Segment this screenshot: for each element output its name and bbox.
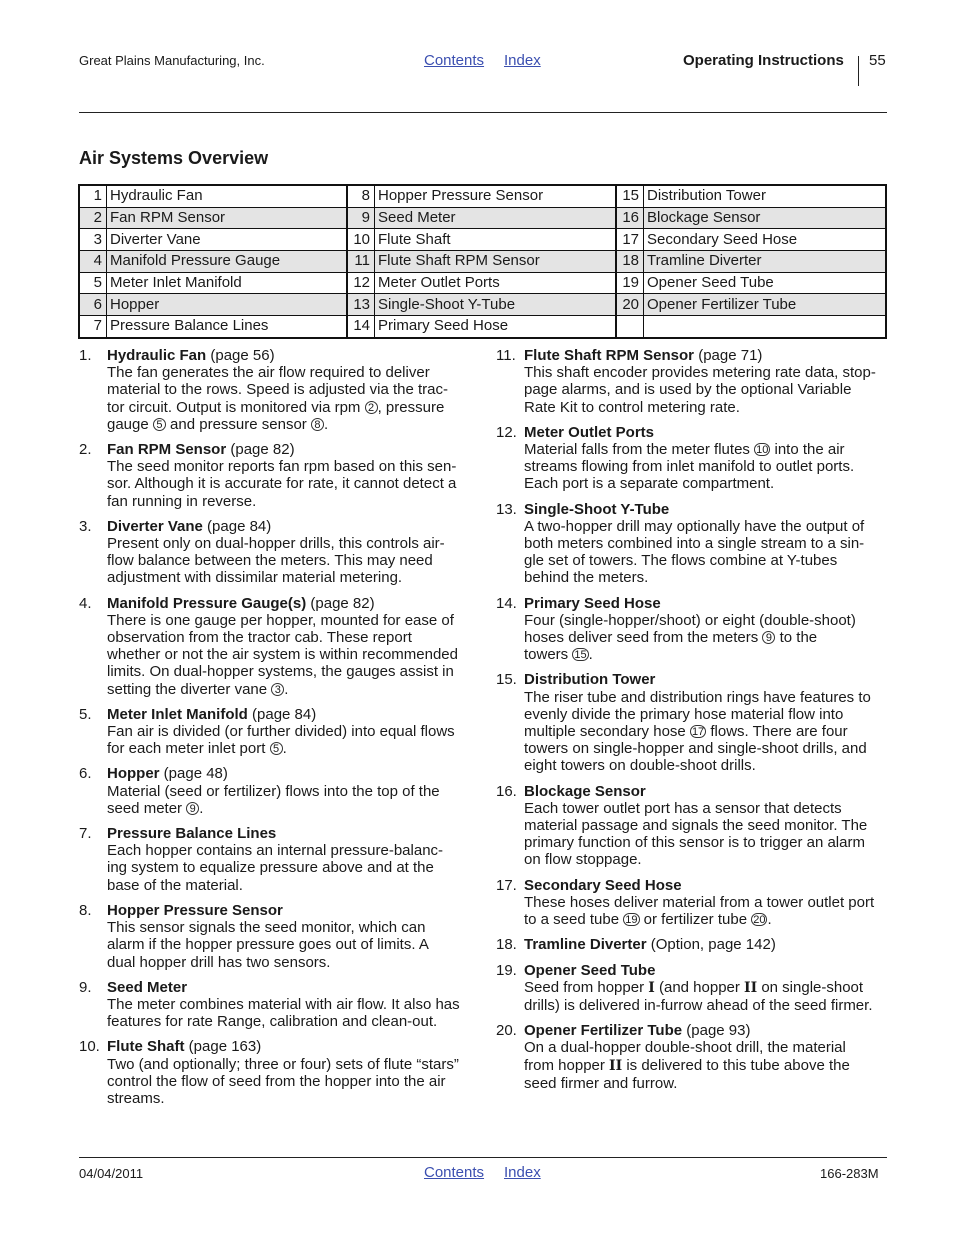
item-body-line: Fan air is divided (or further divided) into equal flows xyxy=(107,723,455,741)
parts-table-row xyxy=(79,229,886,251)
header-rule xyxy=(79,112,887,113)
item-body-line: gauge 5 and pressure sensor 8 . xyxy=(107,415,329,433)
item-body-line: seed firmer and furrow. xyxy=(524,1074,678,1092)
part-label: Tramline Diverter xyxy=(644,251,887,273)
part-label: Hopper xyxy=(107,294,348,316)
item-body-line: to a seed tube 19 or fertilizer tube 20 . xyxy=(524,911,772,929)
item-page-ref: (Option, page 142) xyxy=(646,936,776,954)
footer-contents-link[interactable]: Contents xyxy=(424,1164,485,1181)
item-body-line: dual hopper drill has two sensors. xyxy=(107,953,331,971)
item-body-line: ing system to equalize pressure above and at the xyxy=(107,859,434,877)
item-body-line: adjustment with dissimilar material metering. xyxy=(107,569,403,587)
item-number: 11. xyxy=(496,347,516,364)
item-body-line: hoses deliver seed from the meters 9 to the xyxy=(524,629,818,647)
part-number: 6 xyxy=(79,294,107,316)
contents-link[interactable]: Contents xyxy=(424,52,485,69)
item-title: Manifold Pressure Gauge(s) xyxy=(107,594,307,612)
hopper-roman-numeral: II xyxy=(609,1057,623,1074)
list-item xyxy=(496,347,891,416)
items-column-right xyxy=(496,347,891,1100)
item-body-line: observation from the tractor cab. These report xyxy=(107,629,412,647)
part-number: 17 xyxy=(616,229,644,251)
item-body-line: This sensor signals the seed monitor, which can xyxy=(107,919,426,937)
list-item xyxy=(496,877,891,929)
item-body-line: page alarms, and is used by the optional Variable xyxy=(524,381,852,399)
part-number: 11 xyxy=(347,251,375,273)
part-number: 14 xyxy=(347,316,375,338)
part-number: 5 xyxy=(79,272,107,294)
list-item xyxy=(79,706,479,758)
item-title: Hydraulic Fan xyxy=(107,347,207,364)
item-body-line: drills) is delivered in-furrow ahead of the seed firmer. xyxy=(524,996,873,1014)
item-number: 17. xyxy=(496,876,517,894)
item-number: 3. xyxy=(79,517,92,535)
callout-number: 17 xyxy=(691,726,705,739)
section-title: Operating Instructions xyxy=(683,52,844,69)
item-body-line: primary function of this sensor is to trigger an alarm xyxy=(524,834,865,852)
item-title: Single-Shoot Y-Tube xyxy=(524,500,670,518)
part-label: Pressure Balance Lines xyxy=(107,316,348,338)
item-body-line: towers on single-hopper and single-shoot drills, and xyxy=(524,740,867,758)
item-page-ref: (page 56) xyxy=(206,347,275,364)
item-page-ref: (page 48) xyxy=(159,765,228,783)
item-number: 6. xyxy=(79,765,92,783)
part-label: Secondary Seed Hose xyxy=(644,229,887,251)
item-body-line: fan running in reverse. xyxy=(107,492,257,510)
part-number: 4 xyxy=(79,251,107,273)
part-label: Hopper Pressure Sensor xyxy=(375,185,617,207)
callout-number: 5 xyxy=(153,418,166,431)
list-item xyxy=(79,518,479,587)
item-body-line: gle set of towers. The flows combine at Y-tubes xyxy=(524,552,838,570)
list-item xyxy=(496,424,891,493)
item-body-line: towers 15 . xyxy=(524,646,593,664)
item-body-line: The fan generates the air flow required to deliver xyxy=(107,364,430,382)
item-number: 2. xyxy=(79,441,92,459)
item-number: 20. xyxy=(496,1022,517,1040)
item-title: Opener Seed Tube xyxy=(524,961,656,979)
item-number: 5. xyxy=(79,705,92,723)
item-body-line: material to the rows. Speed is adjusted via the trac- xyxy=(107,381,449,399)
item-title: Distribution Tower xyxy=(524,671,656,689)
item-body-line: limits. On dual-hopper systems, the gauges assist in xyxy=(107,663,454,681)
item-body-line: control the flow of seed from the hopper into the air xyxy=(107,1072,446,1090)
list-item xyxy=(79,595,479,698)
parts-table-row xyxy=(79,207,886,229)
list-item xyxy=(496,501,891,587)
index-link[interactable]: Index xyxy=(504,52,541,69)
item-body-line: Two (and optionally; three or four) sets of flute “stars” xyxy=(107,1055,459,1073)
header-divider xyxy=(858,56,859,86)
item-body-line: Material (seed or fertilizer) flows into the top of the xyxy=(107,782,440,800)
item-body-line: eight towers on double-shoot drills. xyxy=(524,757,756,775)
item-title: Seed Meter xyxy=(107,978,188,996)
parts-table-row xyxy=(79,294,886,316)
item-page-ref: (page 82) xyxy=(226,441,295,459)
item-body-line: Four (single-hopper/shoot) or eight (double-shoot) xyxy=(524,611,856,629)
item-title: Opener Fertilizer Tube xyxy=(524,1022,683,1040)
item-body-line: streams flowing from inlet manifold to outlet ports. xyxy=(524,458,855,476)
item-body-line: setting the diverter vane 3 . xyxy=(107,680,289,698)
item-page-ref: (page 93) xyxy=(682,1022,751,1040)
part-label: Blockage Sensor xyxy=(644,207,887,229)
item-number: 10. xyxy=(79,1038,100,1056)
part-number: 20 xyxy=(616,294,644,316)
item-body-line: Rate Kit to control metering rate. xyxy=(524,398,740,416)
list-item xyxy=(496,595,891,664)
item-body-line: The meter combines material with air flow. It also has xyxy=(107,995,460,1013)
item-body-line: features for rate Range, calibration and clean-out. xyxy=(107,1013,438,1031)
item-title: Meter Inlet Manifold xyxy=(107,705,248,723)
item-body-line: These hoses deliver material from a tower outlet port xyxy=(524,893,875,911)
item-number: 1. xyxy=(79,347,92,364)
list-item xyxy=(496,783,891,869)
part-number: 16 xyxy=(616,207,644,229)
callout-number: 8 xyxy=(311,418,324,431)
item-body-line: seed meter 9 . xyxy=(107,799,204,817)
item-body-line: The seed monitor reports fan rpm based on this sen- xyxy=(107,458,457,476)
item-number: 18. xyxy=(496,936,517,954)
item-title: Flute Shaft xyxy=(107,1038,185,1056)
part-label: Flute Shaft xyxy=(375,229,617,251)
item-title: Primary Seed Hose xyxy=(524,594,661,612)
list-item xyxy=(79,825,479,894)
part-number: 7 xyxy=(79,316,107,338)
item-title: Diverter Vane xyxy=(107,517,203,535)
item-body-line: streams. xyxy=(107,1089,165,1107)
item-title: Secondary Seed Hose xyxy=(524,876,682,894)
list-item xyxy=(496,671,891,774)
item-body-line: evenly divide the primary hose material flow into xyxy=(524,705,844,723)
parts-table-row xyxy=(79,272,886,294)
part-label: Distribution Tower xyxy=(644,185,887,207)
item-body-line: Material falls from the meter flutes 10 into the air xyxy=(524,441,845,459)
item-body-line: flow balance between the meters. This may need xyxy=(107,552,433,570)
item-body-line: tor circuit. Output is monitored via rpm 2 , pressure xyxy=(107,398,445,416)
part-number: 9 xyxy=(347,207,375,229)
list-item xyxy=(79,765,479,817)
item-title: Hopper xyxy=(107,765,160,783)
list-item xyxy=(496,1022,891,1092)
part-label: Flute Shaft RPM Sensor xyxy=(375,251,617,273)
part-number xyxy=(616,316,644,338)
item-number: 8. xyxy=(79,901,92,919)
item-body-line: Each port is a separate compartment. xyxy=(524,475,775,493)
list-item xyxy=(79,441,479,510)
footer-date: 04/04/2011 xyxy=(79,1166,144,1181)
item-number: 15. xyxy=(496,671,517,689)
list-item xyxy=(79,1038,479,1107)
part-number: 2 xyxy=(79,207,107,229)
part-number: 10 xyxy=(347,229,375,251)
parts-table xyxy=(78,184,887,339)
item-body-line: from hopper II is delivered to this tube above the xyxy=(524,1056,850,1074)
item-body-line: sor. Although it is accurate for rate, it cannot detect a xyxy=(107,475,457,493)
part-label: Opener Seed Tube xyxy=(644,272,887,294)
item-body-line: whether or not the air system is within recommended xyxy=(107,646,458,664)
item-body-line: Present only on dual-hopper drills, this controls air- xyxy=(107,535,445,553)
part-label: Single-Shoot Y-Tube xyxy=(375,294,617,316)
callout-number: 15 xyxy=(574,649,587,662)
item-page-ref: (page 71) xyxy=(694,347,763,364)
callout-number: 2 xyxy=(365,401,378,414)
list-item xyxy=(79,902,479,971)
item-body-line: on flow stoppage. xyxy=(524,851,642,869)
part-number: 13 xyxy=(347,294,375,316)
item-number: 19. xyxy=(496,961,517,979)
footer-index-link[interactable]: Index xyxy=(504,1164,541,1181)
item-body-line: both meters combined into a single stream to a sin- xyxy=(524,535,865,553)
list-item xyxy=(79,347,479,433)
item-body-line: base of the material. xyxy=(107,876,243,894)
item-body-line: alarm if the hopper pressure goes out of limits. A xyxy=(107,936,429,954)
item-body-line: Each hopper contains an internal pressure-balanc- xyxy=(107,842,444,860)
footer-rule xyxy=(79,1157,887,1158)
part-label: Seed Meter xyxy=(375,207,617,229)
item-title: Tramline Diverter xyxy=(524,936,647,954)
part-number: 15 xyxy=(616,185,644,207)
item-number: 13. xyxy=(496,500,517,518)
part-label: Meter Outlet Ports xyxy=(375,272,617,294)
parts-table-row xyxy=(79,251,886,273)
part-label: Fan RPM Sensor xyxy=(107,207,348,229)
part-label: Opener Fertilizer Tube xyxy=(644,294,887,316)
item-title: Blockage Sensor xyxy=(524,782,646,800)
callout-number: 3 xyxy=(271,683,284,696)
item-body-line: multiple secondary hose 17 flows. There are four xyxy=(524,723,848,741)
parts-table-row xyxy=(79,185,886,207)
item-body-line: behind the meters. xyxy=(524,569,649,587)
item-title: Fan RPM Sensor xyxy=(107,441,227,459)
item-page-ref: (page 82) xyxy=(306,594,375,612)
item-number: 9. xyxy=(79,978,92,996)
item-number: 4. xyxy=(79,594,92,612)
company-name: Great Plains Manufacturing, Inc. xyxy=(79,53,265,68)
item-page-ref: (page 84) xyxy=(202,517,272,535)
part-number: 3 xyxy=(79,229,107,251)
item-number: 12. xyxy=(496,423,517,441)
item-body-line: Seed from hopper I (and hopper II on single-shoot xyxy=(524,978,864,996)
item-body-line: material passage and signals the seed monitor. The xyxy=(524,817,868,835)
part-label: Diverter Vane xyxy=(107,229,348,251)
item-title: Meter Outlet Ports xyxy=(524,423,655,441)
parts-table-row xyxy=(79,316,886,338)
item-page-ref: (page 163) xyxy=(184,1038,262,1056)
footer-doc-number: 166-283M xyxy=(820,1166,879,1181)
items-column-left xyxy=(79,347,479,1115)
item-body-line: A two-hopper drill may optionally have the output of xyxy=(524,517,865,535)
hopper-roman-numeral: II xyxy=(744,979,758,996)
part-number: 18 xyxy=(616,251,644,273)
page-title: Air Systems Overview xyxy=(79,148,269,168)
part-label: Meter Inlet Manifold xyxy=(107,272,348,294)
page-number: 55 xyxy=(869,52,886,69)
callout-number: 20 xyxy=(753,914,766,927)
list-item xyxy=(496,936,891,953)
callout-number: 9 xyxy=(186,802,199,815)
item-title: Pressure Balance Lines xyxy=(107,825,277,843)
part-label xyxy=(644,316,887,338)
part-label: Manifold Pressure Gauge xyxy=(107,251,348,273)
part-number: 12 xyxy=(347,272,375,294)
item-title: Hopper Pressure Sensor xyxy=(107,901,283,919)
callout-number: 9 xyxy=(762,631,775,644)
item-title: Flute Shaft RPM Sensor xyxy=(524,347,695,364)
item-body-line: Each tower outlet port has a sensor that detects xyxy=(524,799,842,817)
hopper-roman-numeral: I xyxy=(648,979,655,996)
list-item xyxy=(496,962,891,1015)
part-number: 19 xyxy=(616,272,644,294)
item-body-line: On a dual-hopper double-shoot drill, the material xyxy=(524,1039,846,1057)
item-number: 16. xyxy=(496,782,517,800)
part-number: 1 xyxy=(79,185,107,207)
item-body-line: There is one gauge per hopper, mounted for ease of xyxy=(107,611,454,629)
item-body-line: This shaft encoder provides metering rate data, stop- xyxy=(524,364,876,382)
item-number: 14. xyxy=(496,594,517,612)
part-label: Hydraulic Fan xyxy=(107,185,348,207)
callout-number: 10 xyxy=(756,444,769,457)
part-number: 8 xyxy=(347,185,375,207)
item-body-line: for each meter inlet port 5 . xyxy=(107,740,287,758)
callout-number: 19 xyxy=(625,914,638,927)
part-label: Primary Seed Hose xyxy=(375,316,617,338)
item-number: 7. xyxy=(79,825,92,843)
item-page-ref: (page 84) xyxy=(247,705,317,723)
callout-number: 5 xyxy=(270,742,283,755)
item-body-line: The riser tube and distribution rings have features to xyxy=(524,688,871,706)
list-item xyxy=(79,979,479,1031)
